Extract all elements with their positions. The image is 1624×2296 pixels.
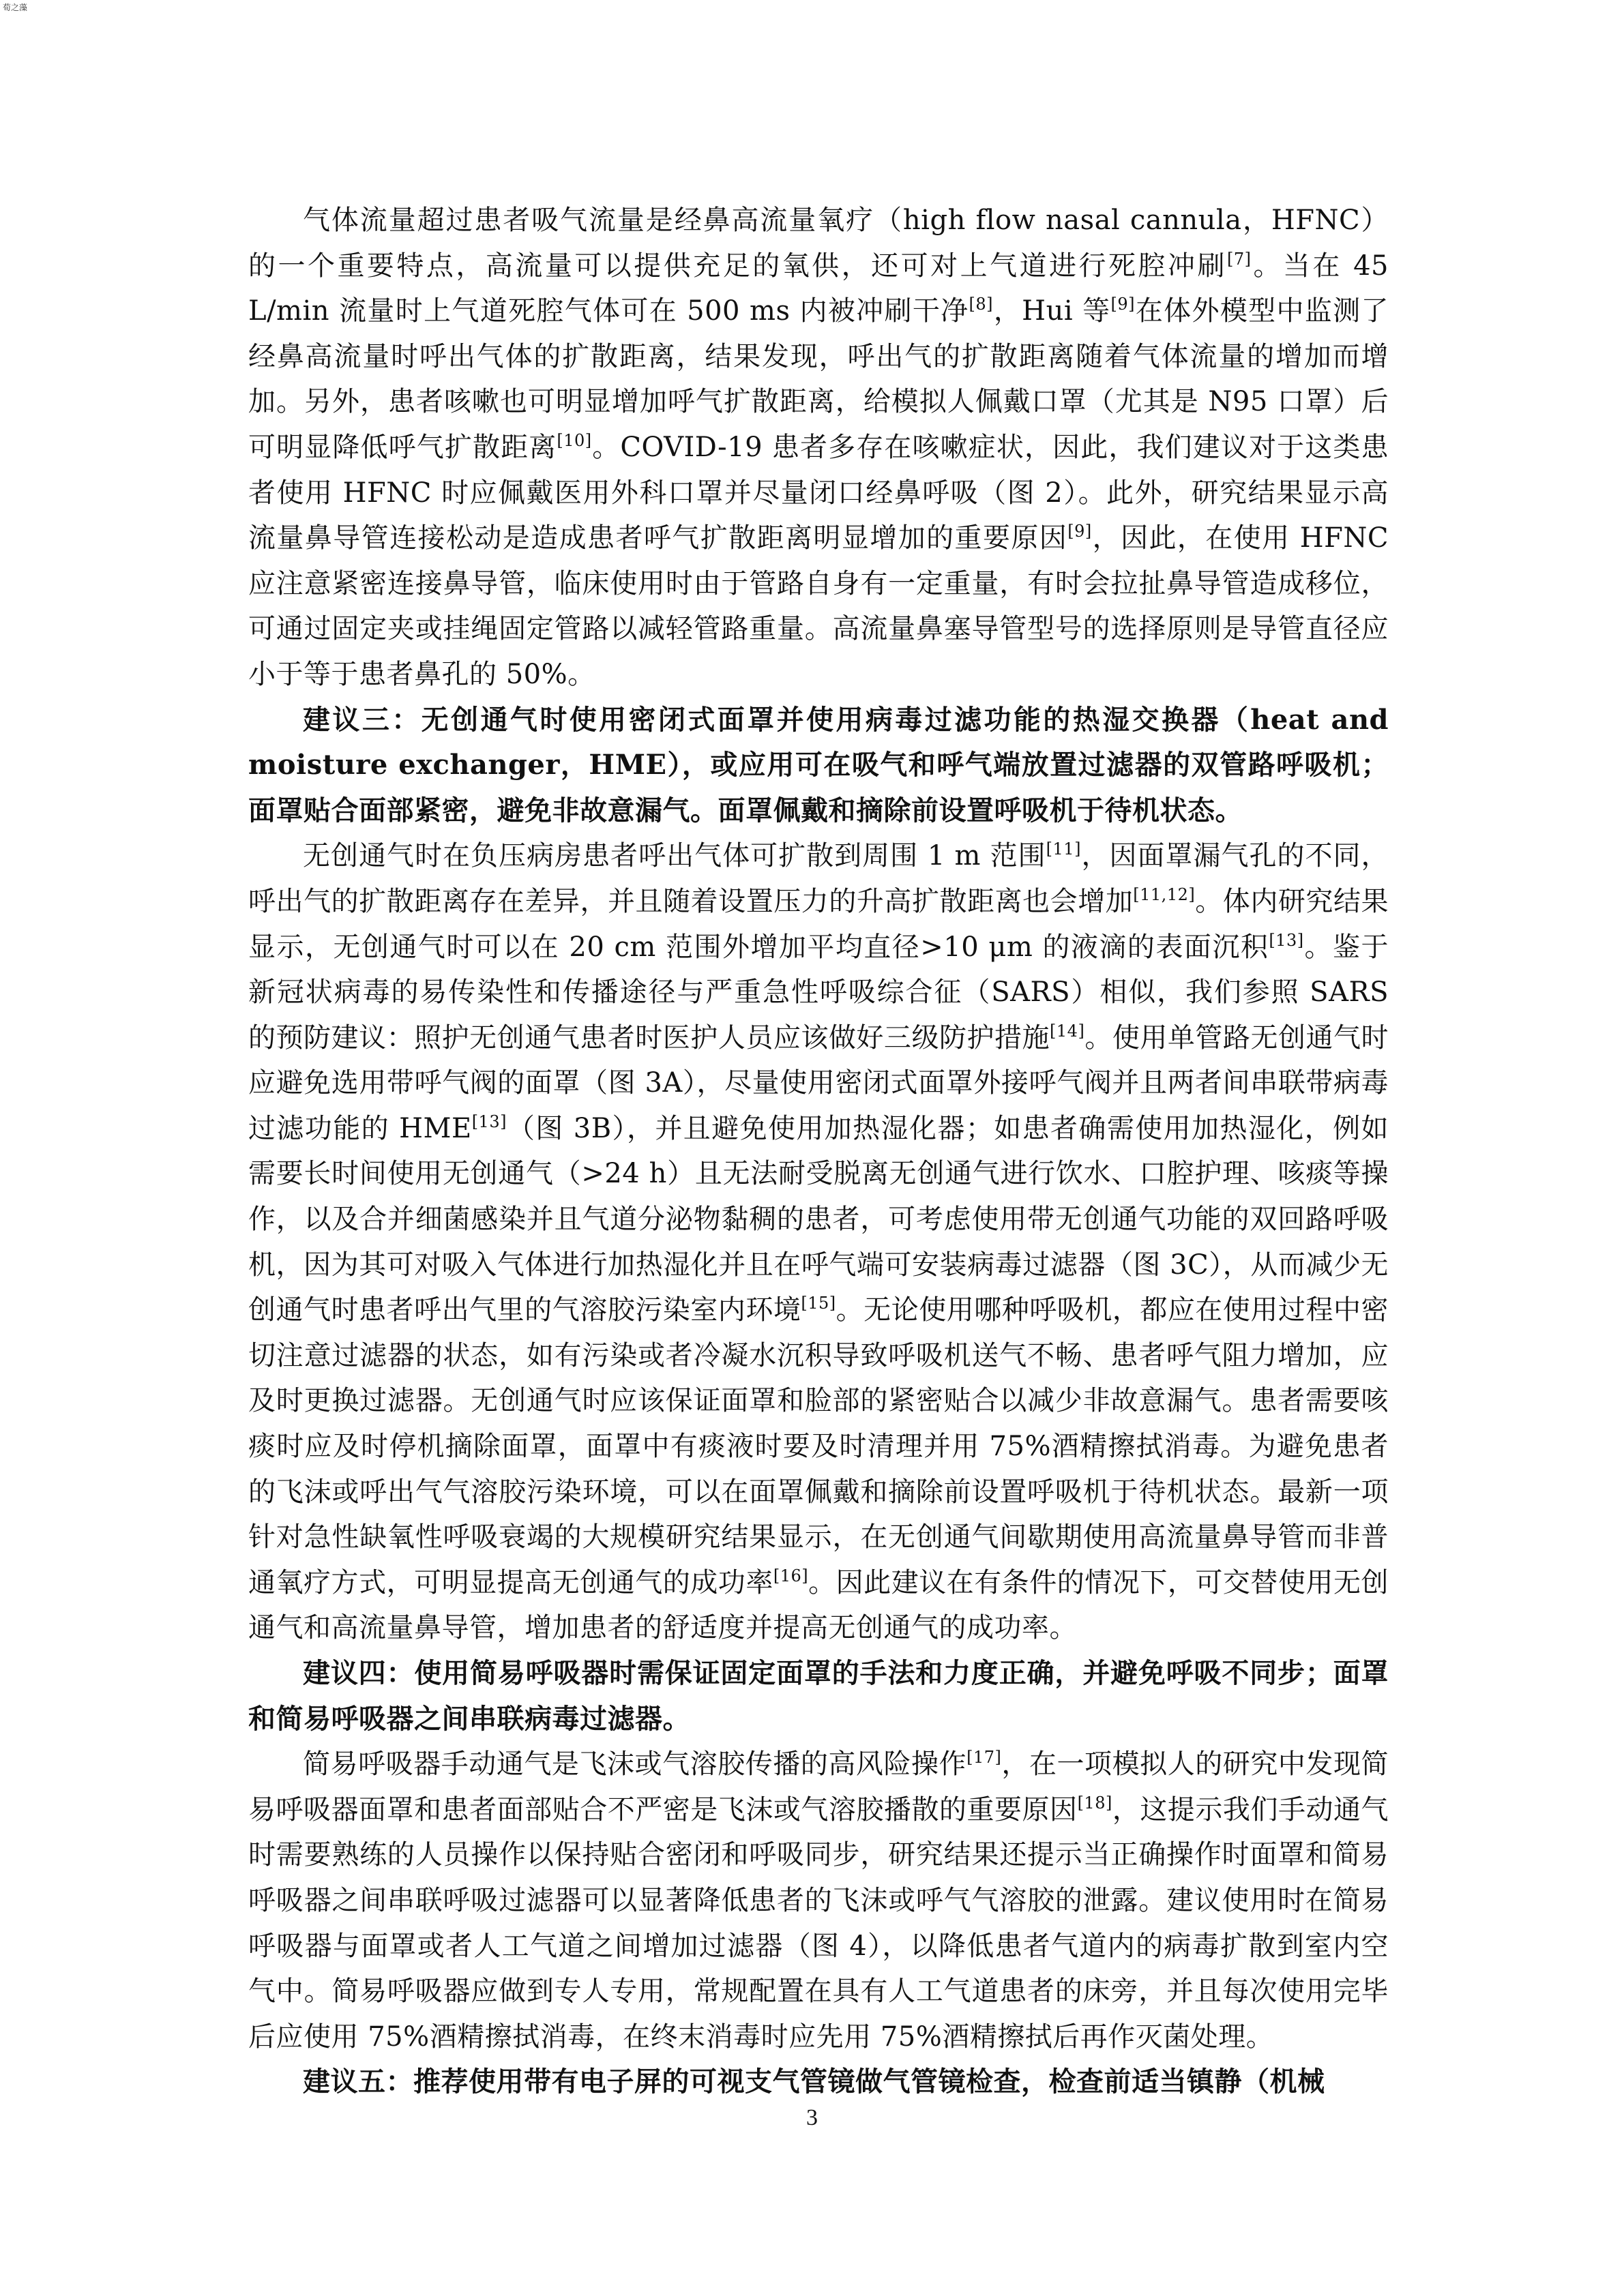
text-segment: 。因此建议在有条件的情况下，可交替使用无创通气和高流量鼻导管，增加患者的舒适度并提高无创通气的成功率。 [248, 1566, 1389, 1644]
text-segment: 无创通气时在负压病房患者呼出气体可扩散到周围 1 m 范围 [303, 840, 1046, 872]
citation-ref: [10] [557, 430, 592, 450]
text-segment: 气体流量超过患者吸气流量是经鼻高流量氧疗（high flow nasal cannula，HFNC）的一个重要特点，高流量可以提供充足的氧供，还可对上气道进行死腔冲刷 [248, 205, 1389, 282]
citation-ref: [11] [1046, 839, 1081, 859]
text-segment: 。当在 45 L/min 流量时上气道死腔气体可在 500 ms 内被冲刷干净 [248, 250, 1389, 327]
citation-ref: [9] [1110, 295, 1135, 314]
text-segment: 简易呼吸器手动通气是飞沫或气溶胶传播的高风险操作 [303, 1748, 967, 1780]
text-segment: 建议三：无创通气时使用密闭式面罩并使用病毒过滤功能的热湿交换器（heat and moisture exchanger，HME），或应用可在吸气和呼气端放置过滤器的双管路呼吸机；面罩贴合面部紧密，避免非故意漏气。面罩佩戴和摘除前设置呼吸机于待机状态。 [248, 703, 1389, 826]
text-segment: ，Hui 等 [993, 295, 1111, 327]
body-paragraph [248, 198, 1389, 698]
corner-watermark: 荀之藻 [3, 3, 28, 12]
citation-ref: [13] [1269, 930, 1304, 950]
citation-ref: [7] [1226, 249, 1252, 269]
text-segment: ，这提示我们手动通气时需要熟练的人员操作以保持贴合密闭和呼吸同步，研究结果还提示当正确操作时面罩和简易呼吸器之间串联呼吸过滤器可以显著降低患者的飞沫或呼气气溶胶的泄露。建议使用时在简易呼吸器与面罩或者人工气道之间增加过滤器（图 4），以降低患者气道内的病毒扩散到室内空气中。简易呼吸器应做到专人专用，常规配置在具有人工气道患者的床旁，并且每次使用完毕后应使用 75%酒精擦拭消毒，在终末消毒时应先用 75%酒精擦拭后再作灭菌处理。 [248, 1793, 1389, 2053]
text-segment: （图 3B），并且避免使用加热湿化器；如患者确需使用加热湿化，例如需要长时间使用无创通气（>24 h）且无法耐受脱离无创通气进行饮水、口腔护理、咳痰等操作，以及合并细菌感染并且气道分泌物黏稠的患者，可考虑使用带无创通气功能的双回路呼吸机，因为其可对吸入气体进行加热湿化并且在呼气端可安装病毒过滤器（图 3C），从而减少无创通气时患者呼出气里的气溶胶污染室内环境 [248, 1112, 1389, 1326]
text-segment: 。无论使用哪种呼吸机，都应在使用过程中密切注意过滤器的状态，如有污染或者冷凝水沉积导致呼吸机送气不畅、患者呼气阻力增加，应及时更换过滤器。无创通气时应该保证面罩和脸部的紧密贴合以减少非故意漏气。患者需要咳痰时应及时停机摘除面罩，面罩中有痰液时要及时清理并用 75%酒精擦拭消毒。为避免患者的飞沫或呼出气气溶胶污染环境，可以在面罩佩戴和摘除前设置呼吸机于待机状态。最新一项针对急性缺氧性呼吸衰竭的大规模研究结果显示，在无创通气间歇期使用高流量鼻导管而非普通氧疗方式，可明显提高无创通气的成功率 [248, 1294, 1389, 1598]
citation-ref: [8] [969, 295, 994, 314]
citation-ref: [14] [1050, 1021, 1085, 1041]
body-paragraph [248, 833, 1389, 1651]
text-segment: 建议四：使用简易呼吸器时需保证固定面罩的手法和力度正确，并避免呼吸不同步；面罩和简易呼吸器之间串联病毒过滤器。 [248, 1657, 1389, 1735]
text-segment: 建议五：推荐使用带有电子屏的可视支气管镜做气管镜检查，检查前适当镇静（机械 [303, 2066, 1325, 2098]
citation-ref: [18] [1077, 1793, 1112, 1813]
citation-ref: [11,12] [1133, 884, 1196, 904]
text-segment: ，因面罩漏气孔的不同，呼出气的扩散距离存在差异，并且随着设置压力的升高扩散距离也会增加 [248, 840, 1389, 917]
text-segment: ，在一项模拟人的研究中发现简易呼吸器面罩和患者面部贴合不严密是飞沫或气溶胶播散的重要原因 [248, 1748, 1389, 1825]
recommendation-heading [248, 2059, 1389, 2105]
body-paragraph [248, 1742, 1389, 2059]
text-segment: 在体外模型中监测了经鼻高流量时呼出气体的扩散距离，结果发现，呼出气的扩散距离随着气体流量的增加而增加。另外，患者咳嗽也可明显增加呼气扩散距离，给模拟人佩戴口罩（尤其是 N95 口罩）后可明显降低呼气扩散距离 [248, 295, 1389, 463]
text-segment: 。体内研究结果显示，无创通气时可以在 20 cm 范围外增加平均直径>10 μm 的液滴的表面沉积 [248, 885, 1389, 963]
text-segment: 。鉴于新冠状病毒的易传染性和传播途径与严重急性呼吸综合征（SARS）相似，我们参照 SARS 的预防建议：照护无创通气患者时医护人员应该做好三级防护措施 [248, 931, 1389, 1054]
recommendation-heading [248, 698, 1389, 834]
document-body [248, 198, 1389, 2105]
text-segment: 。使用单管路无创通气时应避免选用带呼气阀的面罩（图 3A），尽量使用密闭式面罩外接呼气阀并且两者间串联带病毒过滤功能的 HME [248, 1022, 1389, 1144]
text-segment: ，因此，在使用 HFNC 应注意紧密连接鼻导管，临床使用时由于管路自身有一定重量，有时会拉扯鼻导管造成移位，可通过固定夹或挂绳固定管路以减轻管路重量。高流量鼻塞导管型号的选择原则是导管直径应小于等于患者鼻孔的 50%。 [248, 522, 1389, 690]
citation-ref: [13] [471, 1112, 507, 1131]
recommendation-heading [248, 1651, 1389, 1742]
citation-ref: [15] [801, 1294, 836, 1313]
text-segment: 。COVID-19 患者多存在咳嗽症状，因此，我们建议对于这类患者使用 HFNC 时应佩戴医用外科口罩并尽量闭口经鼻呼吸（图 2）。此外，研究结果显示高流量鼻导管连接松动是造成患者呼气扩散距离明显增加的重要原因 [248, 431, 1389, 554]
citation-ref: [17] [966, 1748, 1002, 1768]
page-number: 3 [806, 2105, 818, 2130]
citation-ref: [9] [1067, 522, 1092, 541]
citation-ref: [16] [773, 1566, 809, 1585]
